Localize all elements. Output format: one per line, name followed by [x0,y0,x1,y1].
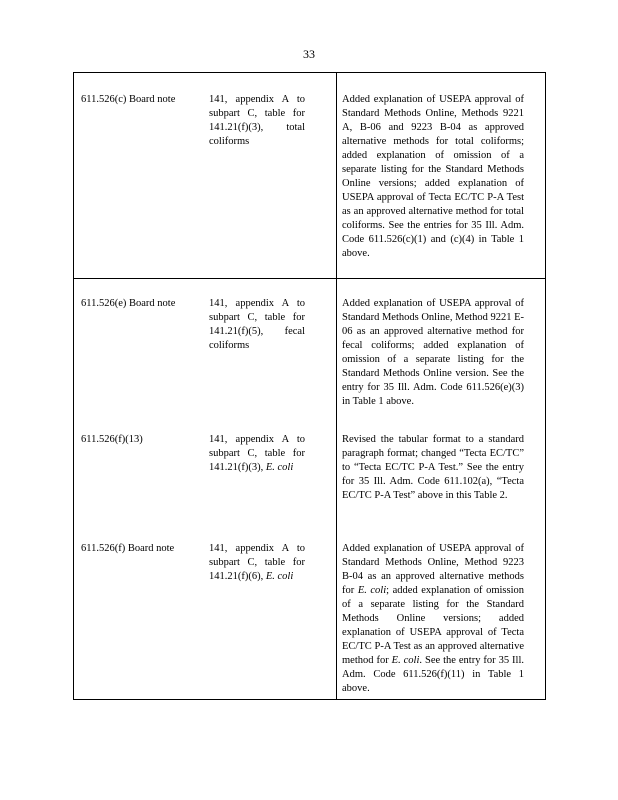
row-4-reference [209,542,305,584]
row-3-description: Revised the tabular format to a standard paragraph format; changed “Tecta EC/TC” to “Tecta EC/TC P-A Test.” See the entry for 35 Ill. Adm. Code 611.102(a), “Tecta EC/TC P-A Test” above in this Table 2. [342,434,524,501]
comparison-table [73,72,546,700]
row-4-description-organism-1: E. coli [357,585,387,596]
column-divider [336,73,337,699]
row-4-description-part-2: ; added explanation of omission of a separate listing for the Standard Methods Online versions; added explanation of USEPA approval of Tecta EC/TC P-A Test as an approved alternative method for [342,585,524,666]
row-divider [74,278,545,279]
row-1-reference: 141, appendix A to subpart C, table for 141.21(f)(3), total coliforms [209,94,305,147]
row-2-reference: 141, appendix A to subpart C, table for 141.21(f)(5), fecal coliforms [209,298,305,351]
page-number: 33 [303,47,315,61]
row-3-reference-text: 141, appendix A to subpart C, table for 141.21(f)(3), [209,434,305,473]
row-1-section: 611.526(c) Board note [81,94,176,105]
row-2-description: Added explanation of USEPA approval of Standard Methods Online, Method 9221 E-06 as an approved alternative method for fecal coliforms; added explanation of omission of a separate listing for the Standard Methods Online version. See the entry for 35 Ill. Adm. Code 611.526(e)(3) in Table 1 above. [342,298,524,407]
row-3-section: 611.526(f)(13) [81,434,143,445]
row-4-section: 611.526(f) Board note [81,543,175,554]
row-4-description-part-1: Added explanation of USEPA approval of Standard Methods Online, Method 9223 B-04 as an approved alternative methods for [342,543,524,596]
row-4-reference-organism: E. coli [265,571,294,582]
row-3-reference [209,433,305,475]
row-4-description-organism-2: E. coli [391,655,420,666]
row-2-section: 611.526(e) Board note [81,298,176,309]
row-4-reference-text: 141, appendix A to subpart C, table for 141.21(f)(6), [209,543,305,582]
row-4-description [342,542,524,696]
row-3-reference-organism: E. coli [265,462,294,473]
row-1-description: Added explanation of USEPA approval of Standard Methods Online, Methods 9221 A, B-06 and 9223 B-04 as approved alternative methods for total coliforms; added explanation of omission of a separate listing for the Standard Methods Online versions; added explanation of USEPA approval of Tecta EC/TC P-A Test as an approved alternative method for total coliforms. See the entries for 35 Ill. Adm. Code 611.526(c)(1) and (c)(4) in Table 1 above. [342,94,524,259]
row-4-description-part-3: . See the entry for 35 Ill. Adm. Code 611.526(f)(11) in Table 1 above. [342,655,525,694]
